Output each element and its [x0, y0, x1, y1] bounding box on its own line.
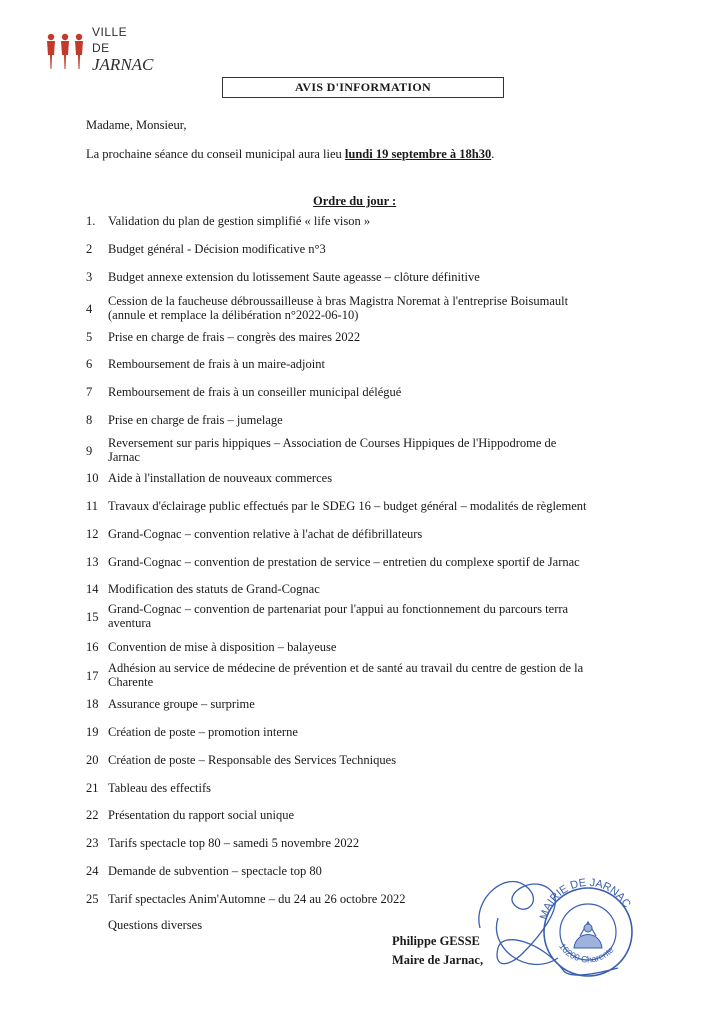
town-logo: [44, 26, 154, 88]
agenda-item-number: 7: [86, 385, 93, 399]
mayor-stamp-and-signature: [468, 858, 648, 988]
agenda-item-number: 9: [86, 444, 93, 458]
agenda-item-number: 19: [86, 725, 99, 739]
agenda-item-text: Tarifs spectacle top 80 – samedi 5 novembre 2022: [108, 836, 360, 850]
agenda-item-text-continued: Jarnac: [108, 450, 140, 464]
logo-line-jarnac: JARNAC: [92, 55, 154, 74]
agenda-item-text: Convention de mise à disposition – balayeuse: [108, 640, 337, 654]
signatory-role: Maire de Jarnac,: [392, 953, 484, 967]
agenda-item-number: 2: [86, 242, 93, 256]
agenda-item-number: 17: [86, 669, 99, 683]
agenda-item-number: 14: [86, 582, 99, 596]
logo-line-ville: VILLE: [92, 25, 128, 39]
intro-paragraph: [86, 147, 494, 162]
agenda-item-text: Reversement sur paris hippiques – Association de Courses Hippiques de l'Hippodrome de: [108, 436, 557, 450]
agenda-item-text: Création de poste – Responsable des Services Techniques: [108, 753, 397, 767]
three-figures-icon: [44, 32, 88, 72]
agenda-item-text: Création de poste – promotion interne: [108, 725, 298, 739]
agenda-item-number: 8: [86, 413, 93, 427]
salutation: Madame, Monsieur,: [86, 118, 187, 132]
agenda-item-text-continued: (annule et remplace la délibération n°2022-06-10): [108, 308, 359, 322]
agenda-item-text: Tarif spectacles Anim'Automne – du 24 au 26 octobre 2022: [108, 892, 406, 906]
stamp-postcode: 16200 Charente: [557, 941, 616, 965]
agenda-item-number: 24: [86, 864, 99, 878]
agenda-item-text: Remboursement de frais à un conseiller municipal délégué: [108, 385, 402, 399]
agenda-item-number: 4: [86, 302, 93, 316]
logo-line-de: DE: [92, 41, 110, 55]
agenda-item-text: Validation du plan de gestion simplifié « life vison »: [108, 214, 371, 228]
stamp-text: MAIRIE DE JARNAC: [537, 876, 633, 921]
agenda-item-number: 18: [86, 697, 99, 711]
agenda-item-text: Demande de subvention – spectacle top 80: [108, 864, 322, 878]
agenda-item-text: Aide à l'installation de nouveaux commerces: [108, 471, 333, 485]
agenda-item-number: 5: [86, 330, 93, 344]
agenda-item-text: Prise en charge de frais – congrès des maires 2022: [108, 330, 361, 344]
agenda-item-number: 11: [86, 499, 99, 513]
agenda-item-number: 15: [86, 610, 99, 624]
agenda-heading: Ordre du jour :: [313, 194, 397, 208]
agenda-item-number: 25: [86, 892, 99, 906]
meeting-date: lundi 19 septembre à 18h30: [344, 147, 492, 161]
intro-prefix: La prochaine séance du conseil municipal aura lieu: [86, 147, 345, 161]
agenda-item-number: 23: [86, 836, 99, 850]
agenda-item-text: Adhésion au service de médecine de prévention et de santé au travail du centre de gestion de la: [108, 661, 584, 675]
signatory-name: Philippe GESSE: [392, 934, 480, 948]
agenda-item-number: 16: [86, 640, 99, 654]
agenda-item-text: Budget annexe extension du lotissement Saute ageasse – clôture définitive: [108, 270, 480, 284]
agenda-item-number: 10: [86, 471, 99, 485]
agenda-item-number: 21: [86, 781, 99, 795]
agenda-item-text: Modification des statuts de Grand-Cognac: [108, 582, 320, 596]
agenda-item-text: Cession de la faucheuse débroussailleuse à bras Magistra Noremat à l'entreprise Boisumault: [108, 294, 569, 308]
agenda-item-text: Grand-Cognac – convention de prestation de service – entretien du complexe sportif de Jarnac: [108, 555, 580, 569]
agenda-item-text: Assurance groupe – surprime: [108, 697, 255, 711]
agenda-item-text-continued: aventura: [108, 616, 152, 630]
agenda-item-text: Prise en charge de frais – jumelage: [108, 413, 283, 427]
agenda-item-text-continued: Charente: [108, 675, 154, 689]
questions-diverses: Questions diverses: [108, 918, 203, 932]
agenda-item-text: Tableau des effectifs: [108, 781, 212, 795]
agenda-item-text: Travaux d'éclairage public effectués par le SDEG 16 – budget général – modalités de règlement: [108, 499, 587, 513]
agenda-item-number: 1.: [86, 214, 96, 228]
agenda-item-text: Remboursement de frais à un maire-adjoint: [108, 357, 325, 371]
agenda-item-number: 3: [86, 270, 93, 284]
intro-suffix: .: [491, 147, 495, 161]
agenda-item-number: 20: [86, 753, 99, 767]
agenda-item-number: 13: [86, 555, 99, 569]
agenda-item-text: Grand-Cognac – convention de partenariat pour l'appui au fonctionnement du parcours terra: [108, 602, 569, 616]
agenda-item-number: 6: [86, 357, 93, 371]
agenda-item-text: Budget général - Décision modificative n°3: [108, 242, 326, 256]
agenda-item-text: Grand-Cognac – convention relative à l'achat de défibrillateurs: [108, 527, 423, 541]
document-title: AVIS D'INFORMATION: [222, 77, 504, 98]
agenda-item-number: 12: [86, 527, 99, 541]
agenda-item-text: Présentation du rapport social unique: [108, 808, 295, 822]
agenda-item-number: 22: [86, 808, 99, 822]
